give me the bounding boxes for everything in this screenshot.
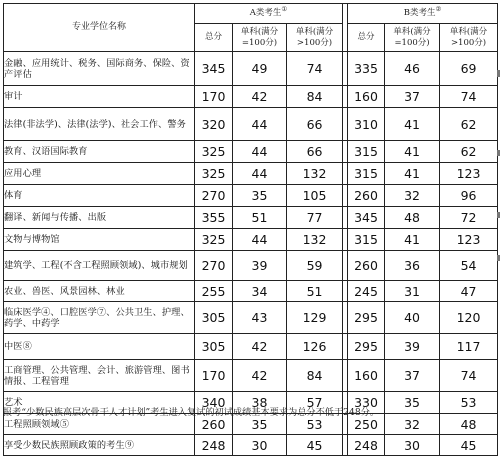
b-s100-cell: 37 bbox=[385, 86, 440, 108]
b-total-cell: 295 bbox=[348, 334, 385, 360]
b-total-cell: 160 bbox=[348, 86, 385, 108]
table-row bbox=[4, 251, 498, 281]
a-single-gt100-header: 单科(满分>100分) bbox=[287, 24, 343, 52]
a-total-cell: 325 bbox=[195, 163, 233, 185]
a-s100-cell: 39 bbox=[233, 251, 287, 281]
a-sgt100-cell: 77 bbox=[287, 207, 343, 229]
a-s100-cell: 35 bbox=[233, 185, 287, 207]
b-s100-cell: 41 bbox=[385, 229, 440, 251]
a-sgt100-cell: 66 bbox=[287, 108, 343, 141]
a-sgt100-cell: 66 bbox=[287, 141, 343, 163]
b-total-cell: 245 bbox=[348, 281, 385, 302]
a-s100-cell: 51 bbox=[233, 207, 287, 229]
b-s100-cell: 35 bbox=[385, 392, 440, 414]
table-row bbox=[4, 281, 498, 302]
b-s100-cell: 32 bbox=[385, 414, 440, 435]
b-sgt100-cell: 74 bbox=[440, 86, 498, 108]
a-total-cell: 320 bbox=[195, 108, 233, 141]
a-sgt100-cell: 132 bbox=[287, 229, 343, 251]
major-name-cell: 体育 bbox=[4, 185, 195, 207]
b-sgt100-cell: 62 bbox=[440, 141, 498, 163]
a-s100-cell: 42 bbox=[233, 334, 287, 360]
a-s100-cell: 44 bbox=[233, 229, 287, 251]
a-s100-cell: 30 bbox=[233, 435, 287, 456]
a-s100-cell: 38 bbox=[233, 392, 287, 414]
b-s100-cell: 40 bbox=[385, 302, 440, 334]
b-sgt100-cell: 123 bbox=[440, 229, 498, 251]
b-total-cell: 260 bbox=[348, 185, 385, 207]
a-total-cell: 270 bbox=[195, 251, 233, 281]
b-sgt100-cell: 47 bbox=[440, 281, 498, 302]
table-row bbox=[4, 229, 498, 251]
major-name-cell: 应用心理 bbox=[4, 163, 195, 185]
major-name-cell: 文物与博物馆 bbox=[4, 229, 195, 251]
major-name-cell: 农业、兽医、风景园林、林业 bbox=[4, 281, 195, 302]
b-s100-cell: 48 bbox=[385, 207, 440, 229]
major-name-cell: 艺术 bbox=[4, 392, 195, 414]
a-sgt100-cell: 132 bbox=[287, 163, 343, 185]
a-total-cell: 355 bbox=[195, 207, 233, 229]
a-single-100-header: 单科(满分=100分) bbox=[233, 24, 287, 52]
b-s100-cell: 32 bbox=[385, 185, 440, 207]
group-b-header bbox=[348, 4, 498, 24]
a-s100-cell: 44 bbox=[233, 141, 287, 163]
score-table bbox=[3, 3, 498, 456]
a-total-cell: 340 bbox=[195, 392, 233, 414]
b-sgt100-cell: 96 bbox=[440, 185, 498, 207]
b-s100-cell: 46 bbox=[385, 52, 440, 86]
b-single-gt100-header: 单科(满分>100分) bbox=[440, 24, 498, 52]
a-sgt100-cell: 84 bbox=[287, 86, 343, 108]
major-name-cell: 享受少数民族照顾政策的考生⑨ bbox=[4, 435, 195, 456]
a-total-cell: 325 bbox=[195, 229, 233, 251]
group-a-label: A类考生 bbox=[249, 8, 282, 18]
table-row bbox=[4, 163, 498, 185]
major-name-cell: 翻译、新闻与传播、出版 bbox=[4, 207, 195, 229]
b-total-header: 总分 bbox=[348, 24, 385, 52]
b-total-cell: 315 bbox=[348, 229, 385, 251]
b-total-cell: 260 bbox=[348, 251, 385, 281]
a-s100-cell: 44 bbox=[233, 163, 287, 185]
b-s100-cell: 41 bbox=[385, 141, 440, 163]
a-sgt100-cell: 84 bbox=[287, 360, 343, 392]
a-total-cell: 345 bbox=[195, 52, 233, 86]
b-s100-cell: 30 bbox=[385, 435, 440, 456]
group-a-header bbox=[195, 4, 343, 24]
b-s100-cell: 31 bbox=[385, 281, 440, 302]
b-sgt100-cell: 53 bbox=[440, 392, 498, 414]
a-sgt100-cell: 57 bbox=[287, 392, 343, 414]
a-sgt100-cell: 129 bbox=[287, 302, 343, 334]
major-name-cell: 工商管理、公共管理、会计、旅游管理、图书情报、工程管理 bbox=[4, 360, 195, 392]
b-sgt100-cell: 48 bbox=[440, 414, 498, 435]
b-total-cell: 330 bbox=[348, 392, 385, 414]
b-total-cell: 315 bbox=[348, 163, 385, 185]
a-sgt100-cell: 105 bbox=[287, 185, 343, 207]
b-sgt100-cell: 123 bbox=[440, 163, 498, 185]
b-total-cell: 295 bbox=[348, 302, 385, 334]
table-row bbox=[4, 207, 498, 229]
a-s100-cell: 35 bbox=[233, 414, 287, 435]
table-row bbox=[4, 52, 498, 86]
b-sgt100-cell: 72 bbox=[440, 207, 498, 229]
table-row bbox=[4, 185, 498, 207]
b-total-cell: 160 bbox=[348, 360, 385, 392]
a-sgt100-cell: 53 bbox=[287, 414, 343, 435]
a-s100-cell: 42 bbox=[233, 360, 287, 392]
b-sgt100-cell: 117 bbox=[440, 334, 498, 360]
a-total-cell: 255 bbox=[195, 281, 233, 302]
b-total-cell: 345 bbox=[348, 207, 385, 229]
table-row bbox=[4, 108, 498, 141]
group-b-mark: ② bbox=[435, 5, 442, 14]
a-total-cell: 270 bbox=[195, 185, 233, 207]
table-row bbox=[4, 86, 498, 108]
table-row bbox=[4, 141, 498, 163]
b-sgt100-cell: 74 bbox=[440, 360, 498, 392]
b-s100-cell: 36 bbox=[385, 251, 440, 281]
table-row bbox=[4, 435, 498, 456]
a-s100-cell: 49 bbox=[233, 52, 287, 86]
major-name-cell: 临床医学④、口腔医学⑦、公共卫生、护理、药学、中药学 bbox=[4, 302, 195, 334]
a-total-cell: 170 bbox=[195, 86, 233, 108]
a-total-cell: 325 bbox=[195, 141, 233, 163]
b-sgt100-cell: 62 bbox=[440, 108, 498, 141]
b-total-cell: 248 bbox=[348, 435, 385, 456]
group-b-label: B类考生 bbox=[403, 8, 436, 18]
a-total-header: 总分 bbox=[195, 24, 233, 52]
group-a-mark: ① bbox=[281, 5, 288, 14]
major-name-cell: 审计 bbox=[4, 86, 195, 108]
major-name-cell: 建筑学、工程(不含工程照顾领域)、城市规划 bbox=[4, 251, 195, 281]
table-body bbox=[4, 52, 498, 456]
b-total-cell: 310 bbox=[348, 108, 385, 141]
a-sgt100-cell: 51 bbox=[287, 281, 343, 302]
table-row bbox=[4, 302, 498, 334]
major-name-cell: 工程照顾领域⑤ bbox=[4, 414, 195, 435]
b-total-cell: 335 bbox=[348, 52, 385, 86]
a-sgt100-cell: 74 bbox=[287, 52, 343, 86]
table-row bbox=[4, 360, 498, 392]
major-name-cell: 中医⑧ bbox=[4, 334, 195, 360]
major-column-header: 专业学位名称 bbox=[4, 4, 195, 52]
a-sgt100-cell: 126 bbox=[287, 334, 343, 360]
a-total-cell: 170 bbox=[195, 360, 233, 392]
b-sgt100-cell: 120 bbox=[440, 302, 498, 334]
a-sgt100-cell: 45 bbox=[287, 435, 343, 456]
b-s100-cell: 41 bbox=[385, 108, 440, 141]
table-row bbox=[4, 334, 498, 360]
a-s100-cell: 44 bbox=[233, 108, 287, 141]
a-total-cell: 248 bbox=[195, 435, 233, 456]
b-sgt100-cell: 45 bbox=[440, 435, 498, 456]
b-total-cell: 250 bbox=[348, 414, 385, 435]
b-sgt100-cell: 69 bbox=[440, 52, 498, 86]
a-s100-cell: 42 bbox=[233, 86, 287, 108]
major-name-cell: 法律(非法学)、法律(法学)、社会工作、警务 bbox=[4, 108, 195, 141]
b-s100-cell: 41 bbox=[385, 163, 440, 185]
major-name-cell: 金融、应用统计、税务、国际商务、保险、资产评估 bbox=[4, 52, 195, 86]
a-sgt100-cell: 59 bbox=[287, 251, 343, 281]
a-total-cell: 305 bbox=[195, 302, 233, 334]
b-s100-cell: 37 bbox=[385, 360, 440, 392]
b-single-100-header: 单科(满分=100分) bbox=[385, 24, 440, 52]
b-total-cell: 315 bbox=[348, 141, 385, 163]
a-total-cell: 260 bbox=[195, 414, 233, 435]
b-s100-cell: 39 bbox=[385, 334, 440, 360]
footnote: 报考“少数民族高层次骨干人才计划”考生进入复试的初试成绩基本要求为总分不低于248分。 bbox=[3, 407, 380, 418]
a-s100-cell: 34 bbox=[233, 281, 287, 302]
a-s100-cell: 43 bbox=[233, 302, 287, 334]
a-total-cell: 305 bbox=[195, 334, 233, 360]
b-sgt100-cell: 54 bbox=[440, 251, 498, 281]
major-name-cell: 教育、汉语国际教育 bbox=[4, 141, 195, 163]
